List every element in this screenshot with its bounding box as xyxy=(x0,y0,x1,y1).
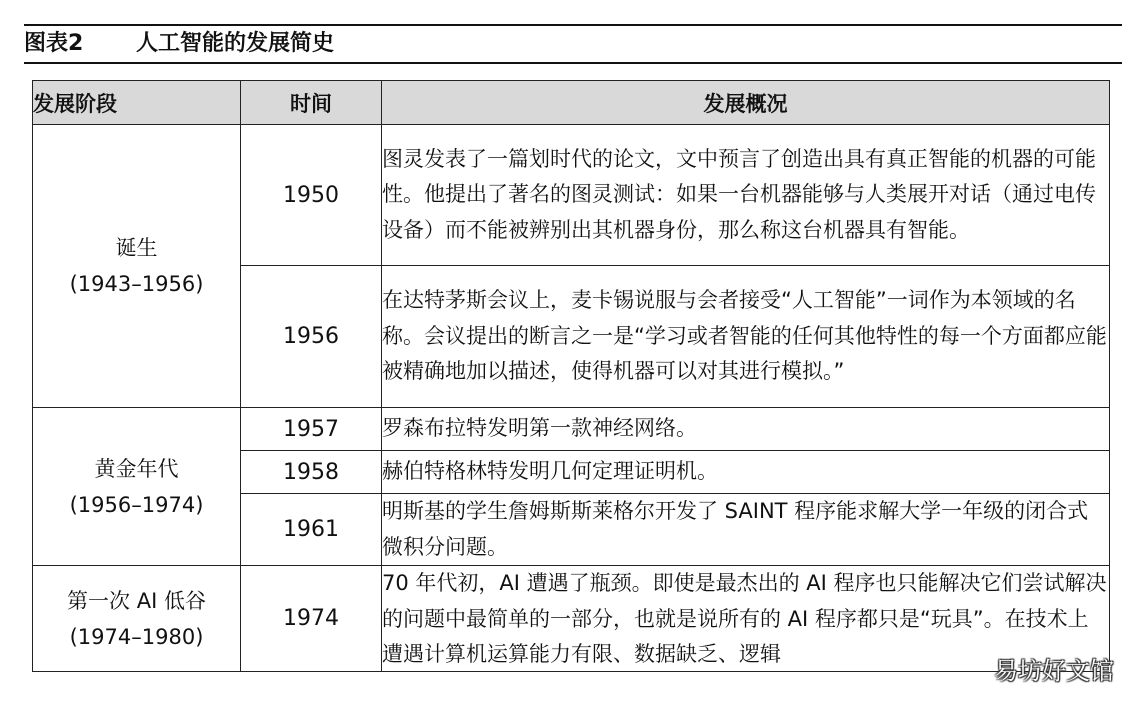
figure-caption xyxy=(24,26,1122,62)
stage-period: (1956–1974) xyxy=(69,492,204,517)
year-cell: 1957 xyxy=(241,408,382,451)
stage-cell-golden-age xyxy=(33,408,241,566)
table-row xyxy=(33,566,1110,672)
stage-name: 第一次 AI 低谷 xyxy=(67,588,206,613)
table-row xyxy=(33,125,1110,266)
stage-name: 黄金年代 xyxy=(94,456,179,481)
caption-rule xyxy=(24,62,1122,64)
stage-period: (1974–1980) xyxy=(69,624,204,649)
watermark: 易坊好文馆 xyxy=(994,657,1114,685)
caption-title: 人工智能的发展简史 xyxy=(136,31,335,56)
description-cell: 图灵发表了一篇划时代的论文，文中预言了创造出具有真正智能的机器的可能性。他提出了著名的图灵测试：如果一台机器能够与人类展开对话（通过电传设备）而不能被辨别出其机器身份，那么称这台机器具有智能。 xyxy=(382,125,1110,266)
header-stage: 发展阶段 xyxy=(33,81,241,125)
stage-name: 诞生 xyxy=(115,236,158,260)
ai-history-table xyxy=(32,80,1110,672)
caption-label: 图表2 xyxy=(24,31,84,56)
year-cell: 1956 xyxy=(241,266,382,408)
stage-period: (1943–1956) xyxy=(69,272,204,296)
description-cell: 赫伯特格林特发明几何定理证明机。 xyxy=(382,451,1110,494)
stage-cell-first-ai-winter xyxy=(33,566,241,672)
header-description: 发展概况 xyxy=(382,81,1110,125)
description-cell: 在达特茅斯会议上，麦卡锡说服与会者接受“人工智能”一词作为本领域的名称。会议提出的断言之一是“学习或者智能的任何其他特性的每一个方面都应能被精确地加以描述，使得机器可以对其进行模拟。” xyxy=(382,266,1110,408)
year-cell: 1961 xyxy=(241,494,382,566)
year-cell: 1974 xyxy=(241,566,382,672)
stage-cell-birth xyxy=(33,125,241,408)
description-text: 70 年代初，AI 遭遇了瓶颈。即使是最杰出的 AI 程序也只能解决它们尝试解决的问题中最简单的一部分，也就是说所有的 AI 程序都只是“玩具”。在技术上遭遇计算机运算能力有限、数据缺乏、逻辑 xyxy=(382,571,1107,666)
year-cell: 1958 xyxy=(241,451,382,494)
description-cell: 明斯基的学生詹姆斯斯莱格尔开发了 SAINT 程序能求解大学一年级的闭合式微积分问题。 xyxy=(382,494,1110,566)
description-cell: 罗森布拉特发明第一款神经网络。 xyxy=(382,408,1110,451)
year-cell: 1950 xyxy=(241,125,382,266)
table-row xyxy=(33,408,1110,451)
header-row xyxy=(33,81,1110,125)
header-year: 时间 xyxy=(241,81,382,125)
